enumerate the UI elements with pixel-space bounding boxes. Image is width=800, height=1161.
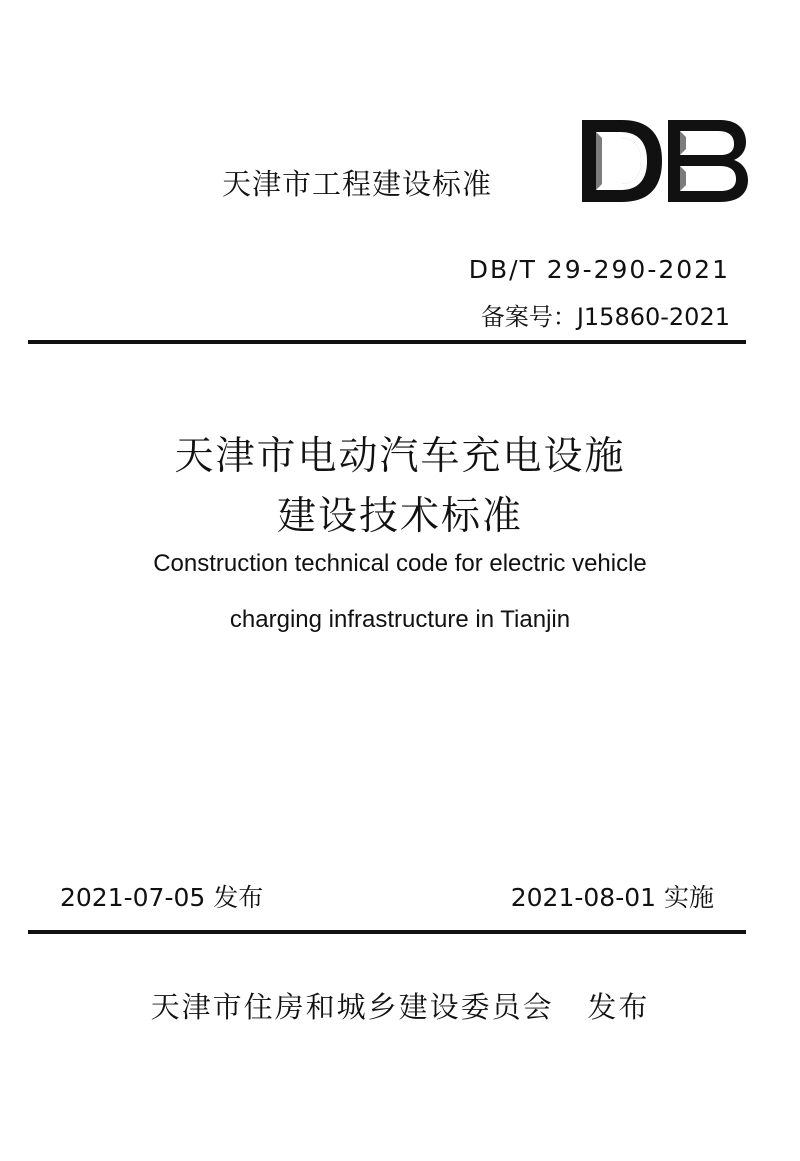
issue-date: 2021-07-05 发布 xyxy=(60,883,264,912)
db-logo xyxy=(580,118,750,204)
implementation-date: 2021-08-01 实施 xyxy=(510,883,714,912)
record-number: 备案号：J15860-2021 xyxy=(480,303,730,331)
title-en-line-2: charging infrastructure in Tianjin xyxy=(229,606,571,633)
bottom-divider xyxy=(28,930,746,934)
publisher: 天津市住房和城乡建设委员会 发布 xyxy=(150,990,650,1024)
title-zh-line-1: 天津市电动汽车充电设施 xyxy=(174,434,626,479)
top-divider xyxy=(28,340,746,344)
title-en-line-1: Construction technical code for electric vehicle xyxy=(153,550,647,577)
standard-series-label: 天津市工程建设标准 xyxy=(222,167,493,201)
standard-number: DB/T 29-290-2021 xyxy=(468,255,730,284)
title-zh-line-2: 建设技术标准 xyxy=(276,494,523,539)
